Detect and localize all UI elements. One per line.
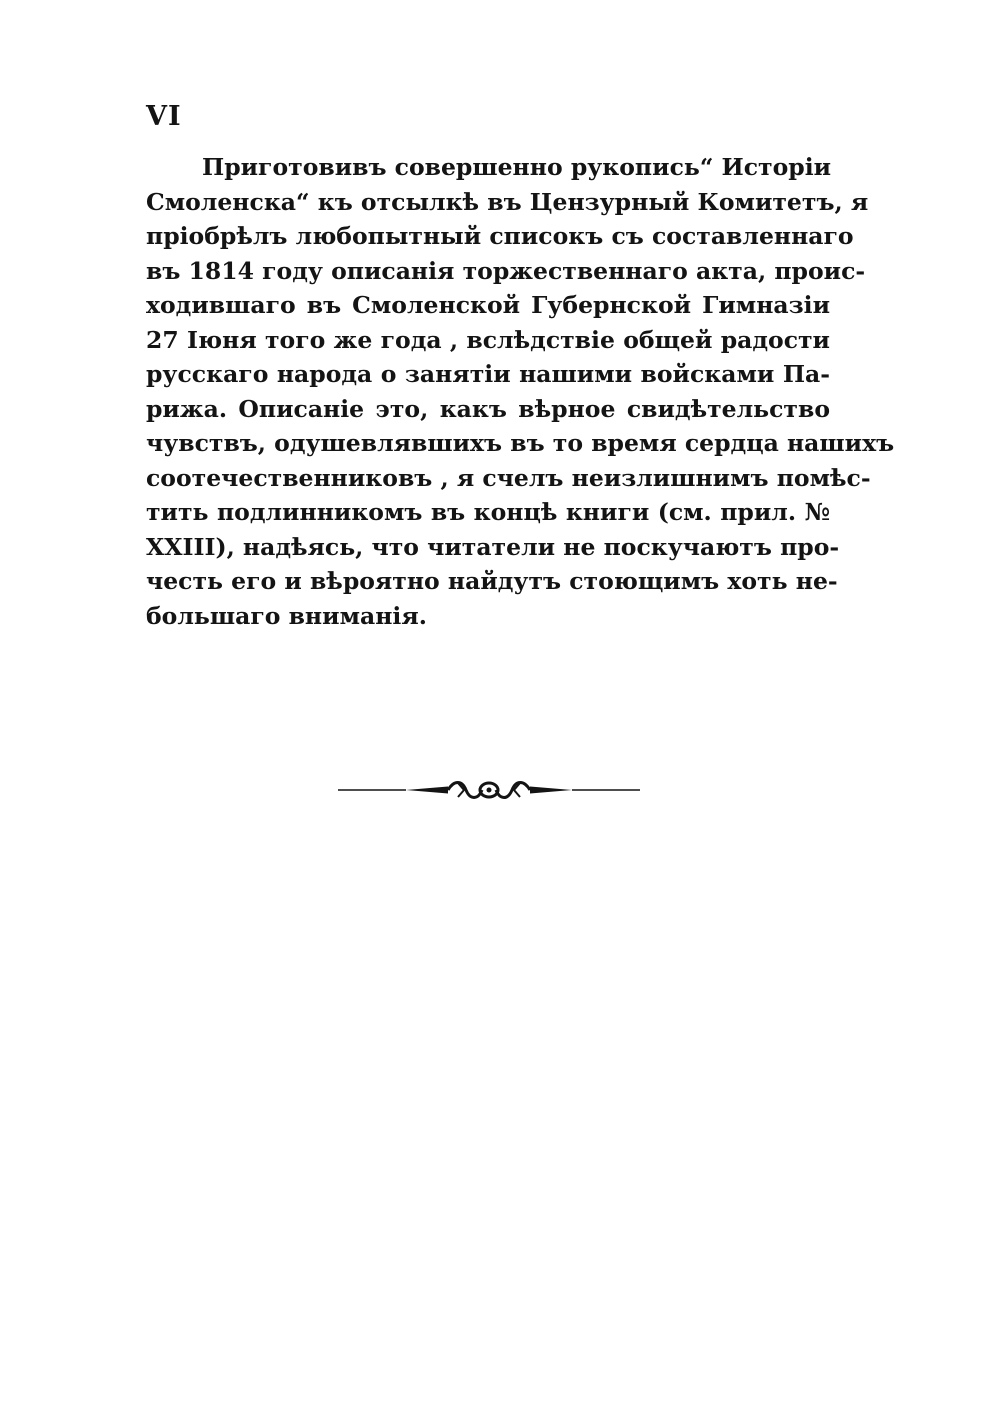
paragraph <box>146 150 895 633</box>
page-number: VI <box>146 101 182 132</box>
paragraph-line: въ 1814 году описанія торжественнаго акта, проис- <box>146 256 866 285</box>
paragraph-line: тить подлинникомъ въ концѣ книги (см. прил. № <box>146 498 830 526</box>
paragraph-line: чувствъ, одушевлявшихъ въ то время сердца нашихъ <box>146 429 895 457</box>
paragraph-line: большаго вниманія. <box>146 601 427 630</box>
paragraph-line: честь его и вѣроятно найдутъ стоющимъ хоть не- <box>146 567 838 595</box>
paragraph-line: Смоленска“ къ отсылкѣ въ Цензурный Комитетъ, я <box>146 187 869 216</box>
decorative-rule-icon <box>336 772 642 808</box>
paragraph-line: пріобрѣлъ любопытный списокъ съ составленнаго <box>146 222 854 250</box>
paragraph-line: Приготовивъ совершенно рукопись“ Исторіи <box>202 153 832 181</box>
paragraph-line: 27 Іюня того же года , вслѣдствіе общей радости <box>146 325 830 354</box>
paragraph-line: ходившаго въ Смоленской Губернской Гимназіи <box>146 291 830 319</box>
paragraph-line: рижа. Описаніе это, какъ вѣрное свидѣтельство <box>146 394 830 423</box>
paragraph-line: XXIII), надѣясь, что читатели не поскучаютъ про- <box>146 532 840 561</box>
paragraph-line: русскаго народа о занятіи нашими войсками Па- <box>146 360 830 388</box>
paragraph-line: соотечественниковъ , я счелъ неизлишнимъ помѣс- <box>146 463 871 492</box>
